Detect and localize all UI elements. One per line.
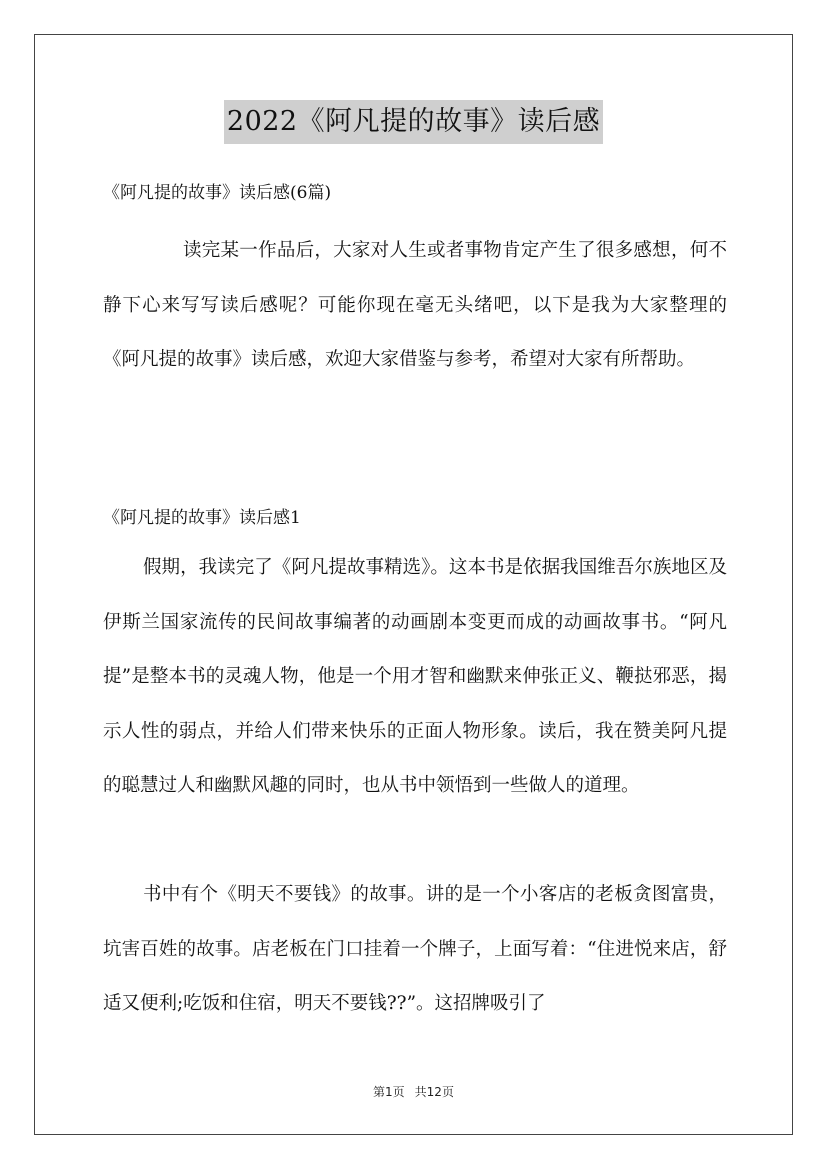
page-footer	[0, 1083, 827, 1101]
document-title: 2022《阿凡提的故事》读后感	[224, 100, 603, 144]
page-number-total: 共12页	[414, 1085, 454, 1099]
body-paragraph: 书中有个《明天不要钱》的故事。讲的是一个小客店的老板贪图富贵，坑害百姓的故事。店老板在门口挂着一个牌子，上面写着：“住进悦来店，舒适又便利;吃饭和住宿，明天不要钱??”。这招牌吸引了	[103, 884, 727, 1014]
page-number-current: 第1页	[373, 1085, 405, 1099]
title-container	[0, 100, 827, 144]
section-heading: 《阿凡提的故事》读后感1	[103, 508, 301, 528]
intro-paragraph: 读完某一作品后，大家对人生或者事物肯定产生了很多感想，何不静下心来写写读后感呢？可能你现在毫无头绪吧，以下是我为大家整理的《阿凡提的故事》读后感，欢迎大家借鉴与参考，希望对大家有所帮助。	[103, 240, 727, 370]
document-subtitle: 《阿凡提的故事》读后感(6篇)	[103, 183, 332, 203]
body-paragraph: 假期，我读完了《阿凡提故事精选》。这本书是依据我国维吾尔族地区及伊斯兰国家流传的民间故事编著的动画剧本变更而成的动画故事书。“阿凡提”是整本书的灵魂人物，他是一个用才智和幽默来伸张正义、鞭挞邪恶，揭示人性的弱点，并给人们带来快乐的正面人物形象。读后，我在赞美阿凡提的聪慧过人和幽默风趣的同时，也从书中领悟到一些做人的道理。	[103, 557, 727, 796]
